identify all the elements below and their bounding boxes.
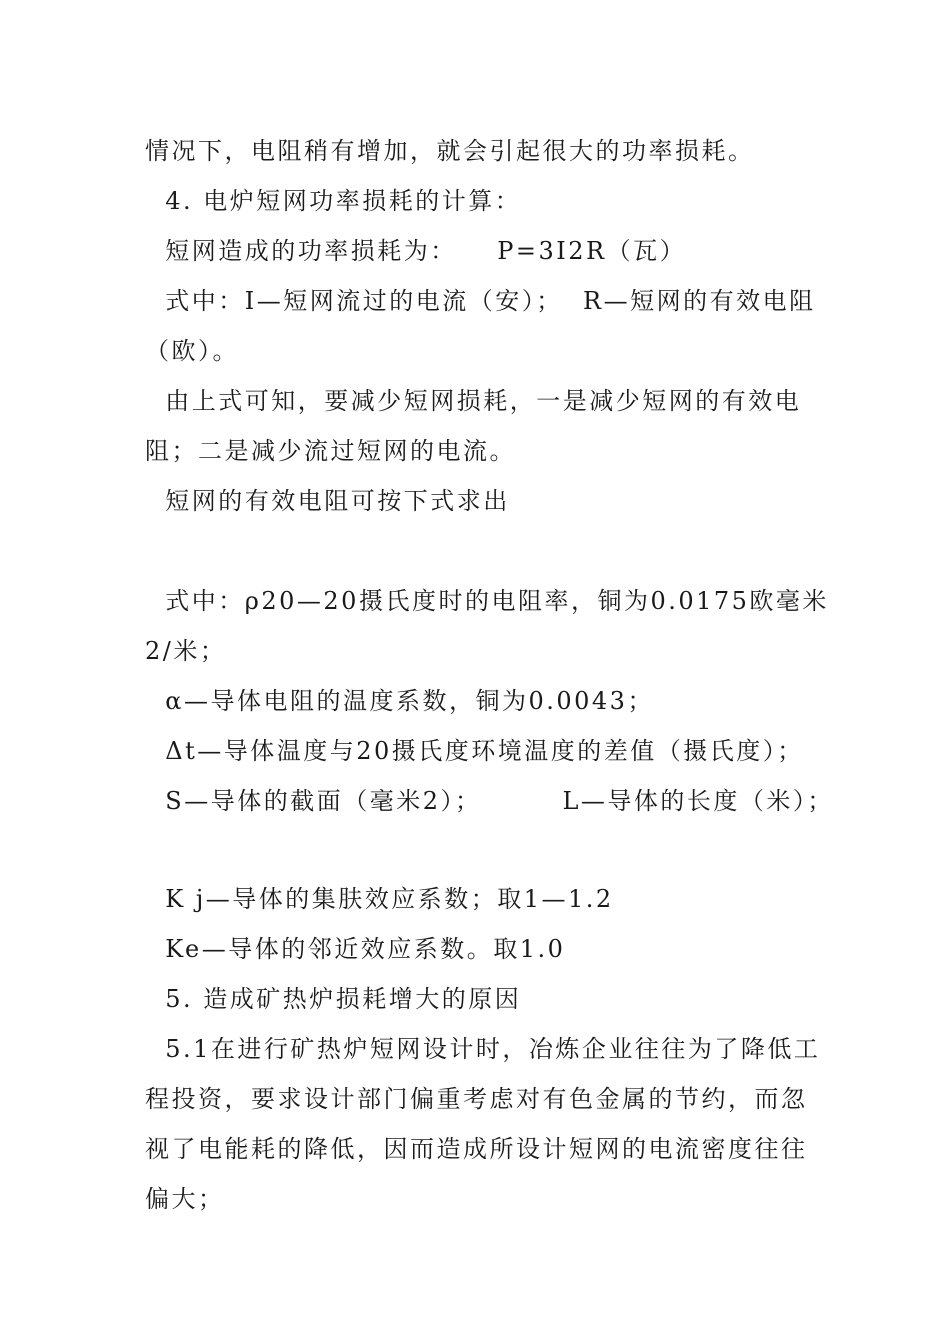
text-line-s-l: S—导体的截面（毫米2）； L—导体的长度（米）；	[145, 787, 834, 815]
section-heading-5: 5. 造成矿热炉损耗增大的原因	[145, 985, 522, 1013]
text-line-1: 情况下，电阻稍有增加，就会引起很大的功率损耗。	[145, 137, 755, 165]
text-line-ke: Ke—导体的邻近效应系数。取1.0	[145, 935, 566, 963]
text-line-power-loss-formula: 短网造成的功率损耗为： P=3I2R（瓦）	[145, 237, 687, 265]
text-line-alpha: α—导体电阻的温度系数，铜为0.0043；	[145, 687, 654, 715]
text-line-delta-t: Δt—导体温度与20摄氏度环境温度的差值（摄氏度）；	[145, 737, 804, 765]
text-line-reduce-current: 阻；二是减少流过短网的电流。	[145, 437, 516, 465]
text-line-5-1-cont-3: 偏大；	[145, 1185, 225, 1213]
text-line-where-i-r: 式中：I—短网流过的电流（安）； R—短网的有效电阻	[145, 287, 816, 315]
text-line-reduce-loss: 由上式可知，要减少短网损耗，一是减少短网的有效电	[145, 387, 802, 415]
text-line-5-1-cont-1: 程投资，要求设计部门偏重考虑对有色金属的节约，而忽	[145, 1085, 808, 1113]
text-line-effective-resistance: 短网的有效电阻可按下式求出	[145, 487, 510, 515]
text-line-rho-unit: 2/米；	[145, 637, 227, 665]
text-line-rho20: 式中：ρ20—20摄氏度时的电阻率，铜为0.0175欧毫米	[145, 587, 829, 615]
text-line-5-1: 5.1在进行矿热炉短网设计时，冶炼企业往往为了降低工	[145, 1035, 821, 1063]
section-heading-4: 4. 电炉短网功率损耗的计算：	[145, 187, 522, 215]
text-line-ohm-unit: （欧）。	[145, 337, 239, 365]
text-line-kj: K j—导体的集肤效应系数；取1—1.2	[145, 885, 614, 913]
text-line-5-1-cont-2: 视了电能耗的降低，因而造成所设计短网的电流密度往往	[145, 1135, 808, 1163]
